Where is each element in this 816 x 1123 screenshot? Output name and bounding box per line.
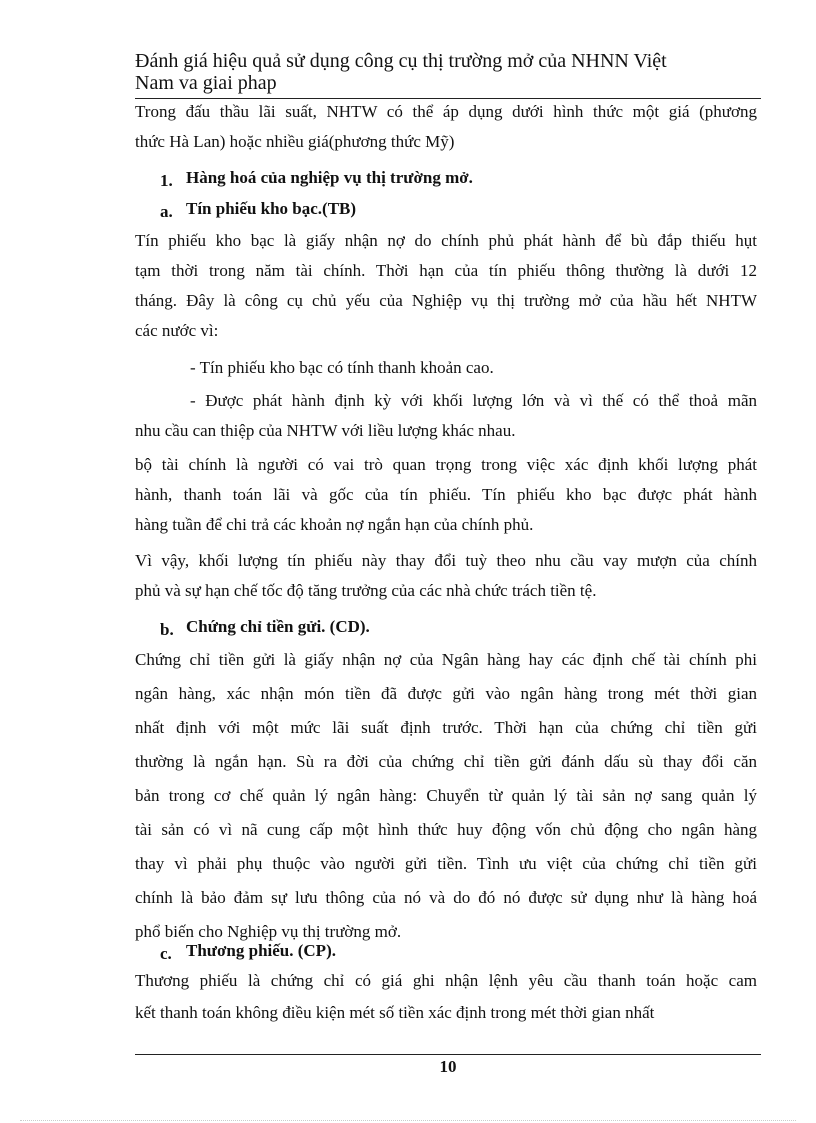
section-a-paragraph-2 (135, 450, 757, 540)
section-a-title: Tín phiếu kho bạc.(TB) (186, 199, 357, 218)
section-a-paragraph-3 (135, 546, 757, 606)
paragraph-line: Thương phiếu là chứng chỉ có giá ghi nhận lệnh yêu cầu thanh toán hoặc cam (135, 971, 757, 990)
section-b-title: Chứng chỉ tiền gửi. (CD). (186, 617, 370, 636)
paragraph-line: Vì vậy, khối lượng tín phiếu này thay đổi tuỳ theo nhu cầu vay mượn của chính (135, 551, 757, 570)
paragraph-line: bản trong cơ chế quản lý ngân hàng: Chuyển từ quản lý tài sản nợ sang quản lý (135, 786, 757, 805)
paragraph-line: tháng. Đây là công cụ chủ yếu của Nghiệp vụ thị trường mở của hầu hết NHTW (135, 291, 757, 310)
paragraph-line: phổ biến cho Nghiệp vụ thị trường mở. (135, 922, 402, 941)
page-number: 10 (439, 1057, 457, 1076)
intro-line-2: thức Hà Lan) hoặc nhiều giá(phương thức Mỹ) (135, 132, 455, 151)
paragraph-line: hàng tuần để chi trả các khoản nợ ngắn hạn của chính phủ. (135, 515, 534, 534)
paragraph-line: Chứng chỉ tiền gửi là giấy nhận nợ của Ngân hàng hay các định chế tài chính phi (135, 650, 757, 669)
section-a-paragraph-1 (135, 226, 757, 346)
paragraph-line: thường là ngắn hạn. Sù ra đời của chứng chỉ tiền gửi đánh dấu sù thay đổi căn (135, 752, 757, 771)
paragraph-line: ngân hàng, xác nhận món tiền đã được gửi vào ngân hàng trong mét thời gian (135, 684, 757, 703)
paragraph-line: Tín phiếu kho bạc là giấy nhận nợ do chính phủ phát hành để bù đắp thiếu hụt (135, 231, 757, 250)
paragraph-line: thay vì phải phụ thuộc vào người gửi tiền. Tình ưu việt của chứng chỉ tiền gửi (135, 854, 757, 873)
paragraph-line: phủ và sự hạn chế tốc độ tăng trưởng của các nhà chức trách tiền tệ. (135, 581, 597, 600)
bullet-text: nhu cầu can thiệp của NHTW với liều lượng khác nhau. (135, 421, 516, 440)
section-c-number: c. (160, 944, 172, 963)
section-a-number: a. (160, 202, 173, 221)
page-edge-dotted-line (20, 1120, 796, 1121)
paragraph-line: các nước vì: (135, 321, 219, 340)
bullet-text: - Được phát hành định kỳ với khối lượng lớn và vì thế có thể thoả mãn (190, 391, 757, 410)
section-b-number: b. (160, 620, 174, 639)
paragraph-line: tài sản có vì nã cung cấp một hình thức huy động vốn chủ động cho ngân hàng (135, 820, 757, 839)
intro-line-1: Trong đấu thầu lãi suất, NHTW có thể áp dụng dưới hình thức một giá (phương (135, 102, 757, 121)
bullet-item-2 (135, 386, 757, 446)
section-1-title: Hàng hoá của nghiệp vụ thị trường mở. (186, 168, 473, 187)
paragraph-line: kết thanh toán không điều kiện mét số tiền xác định trong mét thời gian nhất (135, 1003, 655, 1022)
title-line-1: Đánh giá hiệu quả sử dụng công cụ thị trường mở của NHNN Việt (135, 50, 667, 72)
section-c-paragraph (135, 965, 757, 1029)
section-b-paragraph (135, 643, 757, 949)
bullet-item-1 (190, 353, 757, 383)
paragraph-line: nhất định với một mức lãi suất định trước. Thời hạn của chứng chỉ tiền gửi (135, 718, 757, 737)
paragraph-line: tạm thời trong năm tài chính. Thời hạn của tín phiếu thông thường là dưới 12 (135, 261, 757, 280)
footer-divider (135, 1054, 761, 1055)
paragraph-line: bộ tài chính là người có vai trò quan trọng trong việc xác định khối lượng phát (135, 455, 757, 474)
title-line-2: Nam va giai phap (135, 72, 277, 94)
bullet-text: - Tín phiếu kho bạc có tính thanh khoản cao. (190, 358, 494, 377)
section-1-number: 1. (160, 171, 173, 190)
paragraph-line: chính là bảo đảm sự lưu thông của nó và do đó nó được sử dụng như là hàng hoá (135, 888, 757, 907)
section-c-title: Thương phiếu. (CP). (186, 941, 336, 960)
document-title (135, 50, 760, 94)
paragraph-line: hành, thanh toán lãi và gốc của tín phiếu. Tín phiếu kho bạc được phát hành (135, 485, 757, 504)
intro-paragraph (135, 97, 757, 157)
